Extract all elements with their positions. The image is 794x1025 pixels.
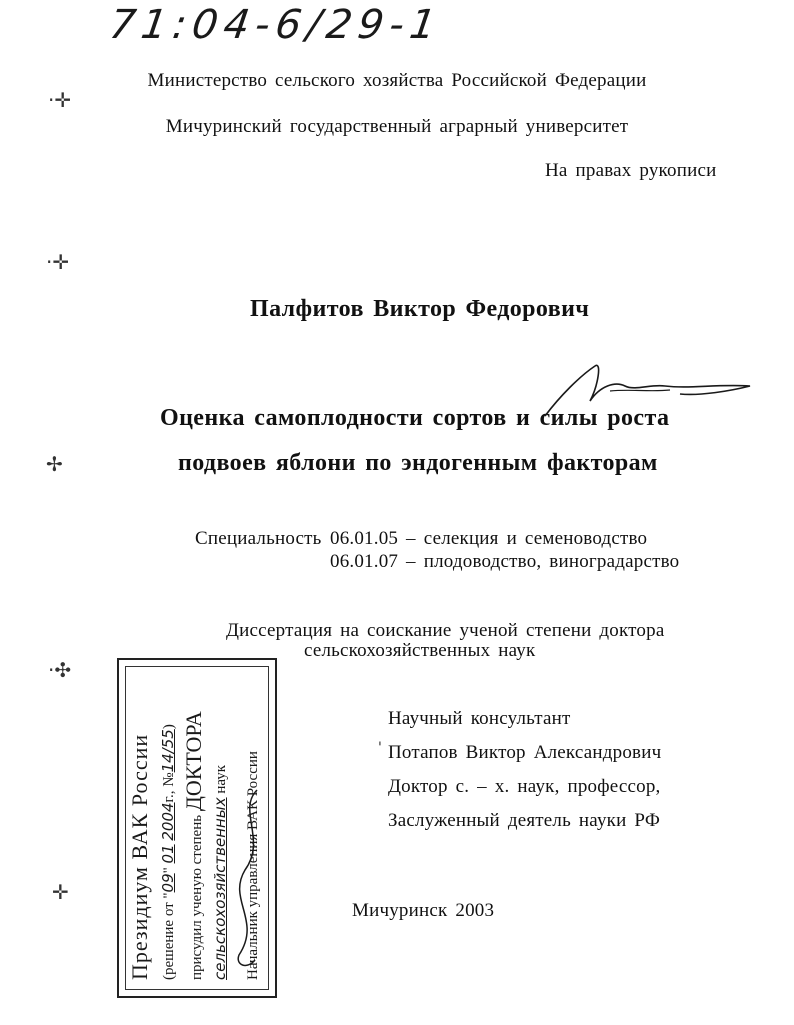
ministry-line: Министерство сельского хозяйства Российской Федерации xyxy=(147,70,647,91)
specialty-2: 06.01.07 – плодоводство, виноградарство xyxy=(330,551,680,572)
stamp-number: 14/55 xyxy=(159,729,177,773)
binding-mark-icon: ·✛ xyxy=(46,250,70,274)
stamp-signature xyxy=(217,780,273,980)
advisor-title: Заслуженный деятель науки РФ xyxy=(388,810,661,831)
stamp-line-3 xyxy=(181,711,207,980)
manuscript-rights: На правах рукописи xyxy=(545,160,717,181)
ink-mark-icon: ' xyxy=(378,740,382,756)
degree-line-1: Диссертация на соискание ученой степени доктора xyxy=(226,620,665,641)
stamp-line-2 xyxy=(159,724,178,980)
degree-line-2: сельскохозяйственных наук xyxy=(304,640,536,661)
stamp-line-4-suffix: наук xyxy=(213,764,229,794)
stamp-field: сельскохозяйственных xyxy=(211,797,229,980)
specialty-1: 06.01.05 – селекция и семеноводство xyxy=(330,528,648,549)
stamp-line-2-suffix: ) xyxy=(161,724,177,730)
stamp-day: 09 xyxy=(159,873,177,893)
stamp-line-2-mid: " xyxy=(161,863,177,874)
title-line-1: Оценка самоплодности сортов и силы роста xyxy=(160,405,670,431)
archive-number: 71:04-6/29-1 xyxy=(106,2,445,48)
university-line: Мичуринский государственный аграрный университет xyxy=(165,116,629,137)
stamp-line-2-prefix: (решение от " xyxy=(161,892,177,980)
stamp-line-5: Начальник управления ВАК России xyxy=(245,751,261,980)
stamp-degree: ДОКТОРА xyxy=(181,711,206,812)
stamp-line-3-prefix: присудил ученую степень xyxy=(189,814,205,980)
binding-mark-icon: ·✛ xyxy=(48,88,72,112)
author-name: Палфитов Виктор Федорович xyxy=(250,296,590,322)
binding-mark-icon: ✛ xyxy=(52,880,69,904)
advisor-degree: Доктор с. – х. наук, профессор, xyxy=(388,776,661,797)
stamp-line-1: Президиум ВАК России xyxy=(127,733,152,980)
specialty-label: Специальность xyxy=(195,528,322,549)
stamp-year: 2004 xyxy=(159,802,177,841)
binding-mark-icon: ✢ xyxy=(46,452,63,476)
binding-mark-icon: ·✣ xyxy=(48,658,72,682)
advisor-name: Потапов Виктор Александрович xyxy=(388,742,662,763)
stamp-month: 01 xyxy=(159,844,177,864)
title-line-2: подвоев яблони по эндогенным факторам xyxy=(178,450,658,476)
stamp-num-label: г., № xyxy=(161,772,177,803)
vak-stamp xyxy=(117,658,277,998)
advisor-label: Научный консультант xyxy=(388,708,571,729)
city-year: Мичуринск 2003 xyxy=(352,900,495,921)
author-signature xyxy=(540,356,760,426)
